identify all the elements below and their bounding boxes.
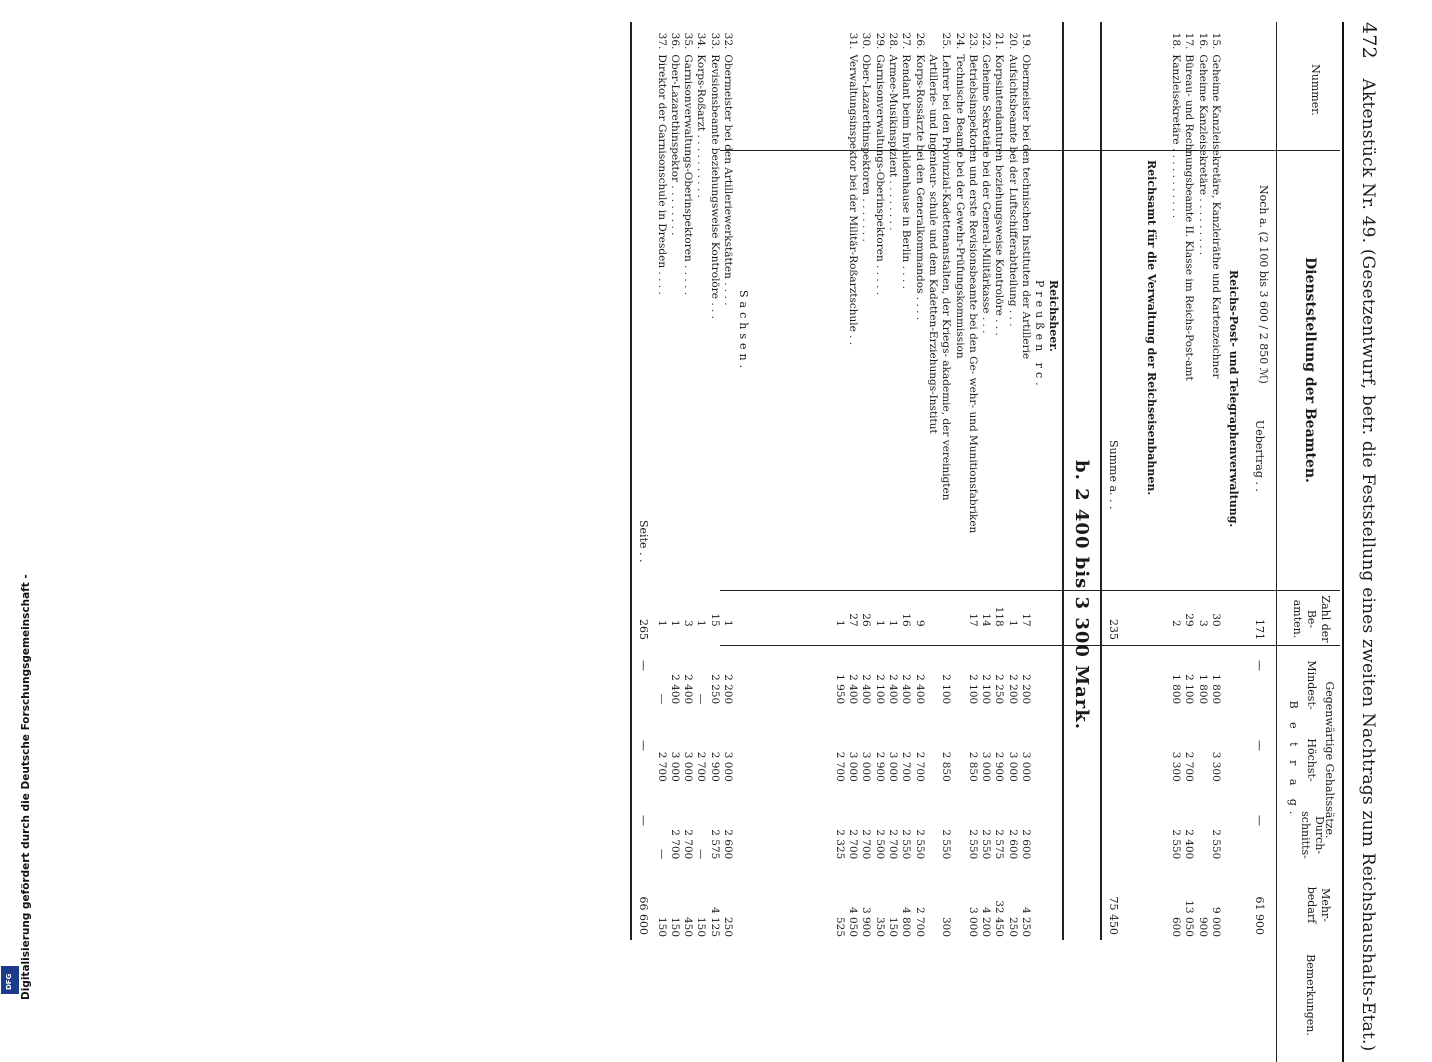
table-row [926, 22, 953, 940]
row-count: 30 [1210, 613, 1222, 627]
col-gegenwaertige: Gegenwärtige Gehaltssätze. [1323, 681, 1336, 839]
row-mehrbedarf: 250 [722, 916, 734, 937]
row-avg: 2 550 [980, 829, 993, 860]
row-min [952, 630, 965, 708]
row-number: 34. [695, 32, 708, 50]
row-min: — [695, 693, 708, 705]
row-number: 18. [1170, 32, 1183, 50]
row-avg: 2 600 [1020, 829, 1032, 860]
row-min: 1 950 [833, 674, 846, 705]
row-number: 28. [887, 32, 900, 50]
row-mehrbedarf: 3 000 [966, 906, 979, 937]
row-count [926, 552, 953, 630]
row-max: 2 700 [695, 751, 708, 782]
col-bemerkungen: Bemerkungen. [1304, 954, 1317, 1036]
row-count: 1 [1006, 619, 1019, 627]
table-row [952, 22, 965, 940]
summe-a-mehr: 75 450 [1107, 896, 1120, 935]
table-block-b-preussen [833, 22, 1032, 940]
row-min: 2 400 [847, 674, 860, 705]
row-mehrbedarf: 9 000 [1210, 906, 1222, 937]
row-count: 1 [833, 619, 846, 627]
row-max [1195, 707, 1208, 785]
seite-max: — [637, 740, 650, 751]
row-count: 3 [1196, 619, 1209, 627]
row-number: 31. [847, 32, 860, 50]
col-nummer: Nummer. [1309, 64, 1322, 116]
row-max: 3 300 [1170, 751, 1183, 782]
row-avg: 2 550 [913, 829, 926, 860]
row-count: 14 [980, 613, 993, 627]
row-count: 1 [655, 619, 668, 627]
uebertrag-min: — [1253, 660, 1266, 671]
table-row [899, 22, 912, 940]
row-mehrbedarf: 150 [695, 916, 708, 937]
row-mehrbedarf: 4 200 [980, 906, 993, 937]
row-min: 2 200 [1006, 674, 1019, 705]
row-count: 17 [1020, 613, 1032, 627]
table-row [681, 22, 694, 940]
row-count: 29 [1183, 613, 1196, 627]
row-mehrbedarf: 525 [833, 916, 846, 937]
col-hoechst: Höchst- [1305, 738, 1318, 782]
table-row [886, 22, 899, 940]
row-description [833, 51, 846, 552]
row-min: — [655, 693, 668, 705]
table-block-b-sachsen [654, 22, 734, 940]
table-row [1195, 22, 1208, 940]
table-row [979, 22, 992, 940]
seite-mehr: 66 600 [637, 896, 650, 935]
row-max: 2 700 [900, 751, 913, 782]
uebertrag-max: — [1253, 740, 1266, 751]
row-number: 20. [1006, 32, 1019, 50]
sachsen-label: Sachsen. [737, 290, 750, 373]
row-max [952, 707, 965, 785]
col-dienststellung: Dienststellung der Beamten. [1302, 257, 1318, 483]
page-header [1358, 22, 1380, 1051]
table-row [1019, 22, 1032, 940]
row-count: 1 [695, 619, 708, 627]
row-number: 35. [682, 32, 695, 50]
row-avg: 2 600 [722, 829, 734, 860]
row-description: Geheime Sekretäre bei der General-Militärkasse . . . [980, 54, 993, 334]
row-max: 2 900 [993, 751, 1006, 782]
row-avg: 2 600 [1006, 829, 1019, 860]
row-description: Revisionsbeamte beziehungsweise Kontrolöre . . . [708, 54, 721, 320]
row-count: 15 [708, 613, 721, 627]
row-count: 27 [847, 613, 860, 627]
row-max: 2 900 [708, 751, 721, 782]
row-number: 16. [1196, 32, 1209, 50]
row-description: Korpsintendanturen beziehungsweise Kontrolöre . . . [993, 54, 1006, 336]
row-number: 36. [668, 32, 681, 50]
row-number: 19. [1020, 32, 1032, 50]
page-number: 472 [1358, 22, 1380, 59]
uebertrag-zahl: 171 [1253, 619, 1266, 640]
block-b-title: b. 2 400 bis 3 300 Mark. [1071, 460, 1092, 731]
row-count: 26 [860, 613, 873, 627]
heading-eisenbahn: Reichsamt für die Verwaltung der Reichseisenbahnen. [1145, 160, 1158, 496]
row-avg: — [695, 848, 708, 860]
row-max: 3 000 [847, 751, 860, 782]
reichsheer-label: Reichsheer. [1047, 280, 1060, 352]
row-number: 15. [1210, 32, 1222, 50]
row-max: 2 900 [873, 751, 886, 782]
row-max: 3 000 [980, 751, 993, 782]
block-b-top-rule [1062, 22, 1064, 940]
row-min: 2 400 [682, 674, 695, 705]
row-avg: 2 550 [966, 829, 979, 860]
row-min: 2 400 [860, 674, 873, 705]
row-min: 2 100 [966, 674, 979, 705]
row-number: 23. [966, 32, 979, 50]
uebertrag-mehr: 61 900 [1253, 896, 1266, 935]
row-mehrbedarf: 4 800 [900, 906, 913, 937]
header-rule [1342, 22, 1344, 1062]
row-number [833, 22, 846, 51]
row-number: 26. [913, 32, 926, 50]
row-mehrbedarf: 150 [668, 916, 681, 937]
seite-label: Seite . . [637, 520, 650, 563]
row-avg: 2 700 [682, 829, 695, 860]
table-row [654, 22, 667, 940]
row-mehrbedarf: 2 700 [913, 906, 926, 937]
row-mehrbedarf: 600 [1170, 916, 1183, 937]
table-row [966, 22, 979, 940]
row-min: 1 800 [1170, 674, 1183, 705]
row-avg: 2 700 [887, 829, 900, 860]
row-min: 2 250 [708, 674, 721, 705]
row-description: Technische Beamte bei der Gewehr-Prüfungskommission [953, 54, 966, 359]
row-description: Obermeister bei den technischen Instituten der Artillerie [1020, 54, 1032, 360]
bottom-rule [630, 22, 632, 940]
row-max: 3 000 [1020, 751, 1032, 782]
col-betrag: B e t r a g. [1287, 700, 1300, 820]
row-avg: 2 575 [708, 829, 721, 860]
table-row [694, 22, 707, 940]
row-max: 2 850 [940, 751, 953, 782]
row-max: 2 700 [913, 751, 926, 782]
row-avg: 2 550 [940, 829, 953, 860]
row-count: 1 [668, 619, 681, 627]
row-max: 3 000 [1006, 751, 1019, 782]
row-min: 2 400 [913, 674, 926, 705]
row-max: 3 300 [1210, 751, 1222, 782]
row-mehrbedarf: 4 125 [708, 906, 721, 937]
row-min: 2 100 [1183, 674, 1196, 705]
row-description: Kanzleisekretäre . . . . . . . . . . . [1170, 54, 1183, 219]
row-number: 27. [900, 32, 913, 50]
row-description: Ober-Lazarethinspektor . . . . . . . . [668, 54, 681, 236]
noch-a-label: Noch a. (2 100 bis 3 600 / 2 850 ℳ) [1257, 185, 1270, 384]
row-min: 1 800 [1210, 674, 1222, 705]
page-title: Aktenstück Nr. 49. (Gesetzentwurf, betr. die Feststellung eines zweiten Nachtrags zum Reichshaushalts-Etat.) [1358, 78, 1378, 1052]
table-row [1005, 22, 1018, 940]
row-min: 2 100 [980, 674, 993, 705]
row-description: Geheime Kanzleisekretäre, Kanzleiräthe und Kartenzeichner [1210, 54, 1222, 379]
table-row [912, 22, 925, 940]
footer-text: Digitalisierung gefördert durch die Deutsche Forschungsgemeinschaft - [20, 574, 32, 1000]
row-description: Geheime Kanzleisekretäre . . . . . . . . . [1196, 54, 1209, 256]
row-number: 17. [1183, 32, 1196, 50]
row-min: 2 200 [1020, 674, 1032, 705]
row-max: 3 000 [887, 751, 900, 782]
uebertrag-avg: — [1253, 815, 1266, 826]
row-avg: 2 550 [1170, 829, 1183, 860]
row-number: 33. [708, 32, 721, 50]
row-avg: 2 400 [1183, 829, 1196, 860]
row-max: 3 000 [682, 751, 695, 782]
row-avg: 2 700 [860, 829, 873, 860]
col-zahl: Zahl der Be- amten. [1291, 595, 1332, 643]
table-row [668, 22, 681, 940]
row-min: 2 400 [668, 674, 681, 705]
row-min: 2 100 [873, 674, 886, 705]
row-min: 1 800 [1196, 674, 1209, 705]
table-row [1169, 22, 1182, 940]
table-row [846, 22, 859, 940]
row-count: 118 [993, 606, 1006, 627]
row-min: 2 250 [993, 674, 1006, 705]
row-avg: 2 700 [668, 829, 681, 860]
row-mehrbedarf: 300 [940, 916, 953, 937]
row-avg [952, 785, 965, 863]
row-description: Direktor der Garnisonschule in Dresden . . . . [655, 54, 668, 295]
row-avg: 2 500 [873, 829, 886, 860]
row-max: 2 850 [966, 751, 979, 782]
row-max: 3 000 [860, 751, 873, 782]
table-row [1209, 22, 1222, 940]
row-description: Büreau- und Rechnungsbeamte II. Klasse im Reichs-Post-amt [1183, 54, 1196, 381]
row-description: Ober-Lazarethinspektoren . . . . . . . [860, 54, 873, 242]
table-row [872, 22, 885, 940]
footer [0, 0, 32, 1000]
col-durchschnitt: Durch- schnitts- [1299, 811, 1326, 859]
row-number: 29. [873, 32, 886, 50]
row-description: Armee-Musikinspizient . . . . . . . . [887, 54, 900, 231]
col-mehrbedarf: Mehr- bedarf [1305, 886, 1332, 924]
row-description: Betriebsinspektoren und erste Revisionsbeamte bei den Ge- wehr- und Munitionsfabriken [966, 54, 979, 534]
preussen-label: Preußen rc. [1033, 280, 1046, 390]
row-avg: 2 325 [833, 829, 846, 860]
row-number: 37. [655, 32, 668, 50]
row-description: Aufsichtsbeamte bei der Luftschifferabtheilung . . . [1006, 54, 1019, 327]
dfg-logo: DFG [1, 966, 19, 994]
row-mehrbedarf: 350 [873, 916, 886, 937]
row-description: Lehrer bei den Provinzial-Kadettenanstalten, der Kriegs- akademie, der vereinigten Artillerie- und Ingenieur- schule und dem Kadetten-Erziehungs-Institut [926, 54, 953, 501]
summe-a-label: Summe a. . . [1107, 440, 1120, 510]
row-description: Verwaltungsinspektor bei der Militär-Roßarztschule . . [847, 54, 860, 346]
row-max: 2 700 [1183, 751, 1196, 782]
row-mehrbedarf: 900 [1196, 916, 1209, 937]
row-description: Garnisonverwaltungs-Oberinspektoren . . . . . [682, 54, 695, 296]
row-avg: 2 575 [993, 829, 1006, 860]
row-mehrbedarf: 4 050 [847, 906, 860, 937]
row-avg [1195, 785, 1208, 863]
row-mehrbedarf: 150 [887, 916, 900, 937]
row-description: Korps-Rossärzte bei den Generalkommandos . . . . [913, 54, 926, 321]
row-mehrbedarf: 250 [1006, 916, 1019, 937]
seite-zahl: 265 [637, 619, 650, 640]
row-max: 3 000 [722, 751, 734, 782]
row-description: Korps-Roßarzt . . . . . . . . . . [695, 54, 708, 198]
row-min: 2 100 [940, 674, 953, 705]
row-avg: 2 550 [1210, 829, 1222, 860]
row-description: Rendant beim Invalidenhause in Berlin . . . . [900, 54, 913, 289]
row-avg: 2 700 [847, 829, 860, 860]
row-max: 3 000 [668, 751, 681, 782]
row-mehrbedarf: 13 050 [1183, 900, 1196, 937]
col-mindest: Mindest- [1305, 660, 1318, 710]
row-number: 21. [993, 32, 1006, 50]
row-description: Obermeister bei den Artilleriewerkstätten . . . . [722, 54, 734, 306]
row-count: 1 [873, 619, 886, 627]
row-count: 17 [966, 613, 979, 627]
row-min: 2 200 [722, 674, 734, 705]
table-block-a [1169, 22, 1222, 940]
row-number: 24. [953, 32, 966, 50]
row-count: 16 [900, 613, 913, 627]
table-row [833, 22, 846, 940]
row-number: 22. [980, 32, 993, 50]
uebertrag-label: Uebertrag . . [1253, 420, 1266, 492]
row-max: 2 700 [833, 751, 846, 782]
row-min: 2 400 [900, 674, 913, 705]
row-mehrbedarf [952, 862, 965, 940]
table-row [721, 22, 734, 940]
row-number: 25. [940, 32, 953, 50]
row-count [952, 552, 965, 630]
header-bottom-rule [1276, 22, 1277, 1062]
block-a-rule [1100, 22, 1102, 940]
row-count: 3 [682, 619, 695, 627]
row-count: 1 [722, 619, 734, 627]
row-mehrbedarf: 32 450 [993, 900, 1006, 937]
row-count: 9 [913, 619, 926, 627]
row-mehrbedarf: 3 900 [860, 906, 873, 937]
row-mehrbedarf: 450 [682, 916, 695, 937]
row-max: 2 700 [655, 751, 668, 782]
table-row [992, 22, 1005, 940]
row-number: 32. [722, 32, 734, 50]
seite-avg: — [637, 815, 650, 826]
row-count: 1 [887, 619, 900, 627]
row-description: Garnisonverwaltungs-Oberinspektoren . . . . . [873, 54, 886, 296]
row-count: 2 [1170, 619, 1183, 627]
row-avg: 2 550 [900, 829, 913, 860]
table-row [859, 22, 872, 940]
row-avg: — [655, 848, 668, 860]
summe-a-zahl: 235 [1107, 619, 1120, 640]
row-mehrbedarf: 4 250 [1020, 906, 1032, 937]
heading-post: Reichs-Post- und Telegraphenverwaltung. [1227, 270, 1240, 528]
table-row [1182, 22, 1195, 940]
seite-min: — [637, 660, 650, 671]
table-row [707, 22, 720, 940]
row-mehrbedarf: 150 [655, 916, 668, 937]
row-min: 2 400 [887, 674, 900, 705]
row-number: 30. [860, 32, 873, 50]
